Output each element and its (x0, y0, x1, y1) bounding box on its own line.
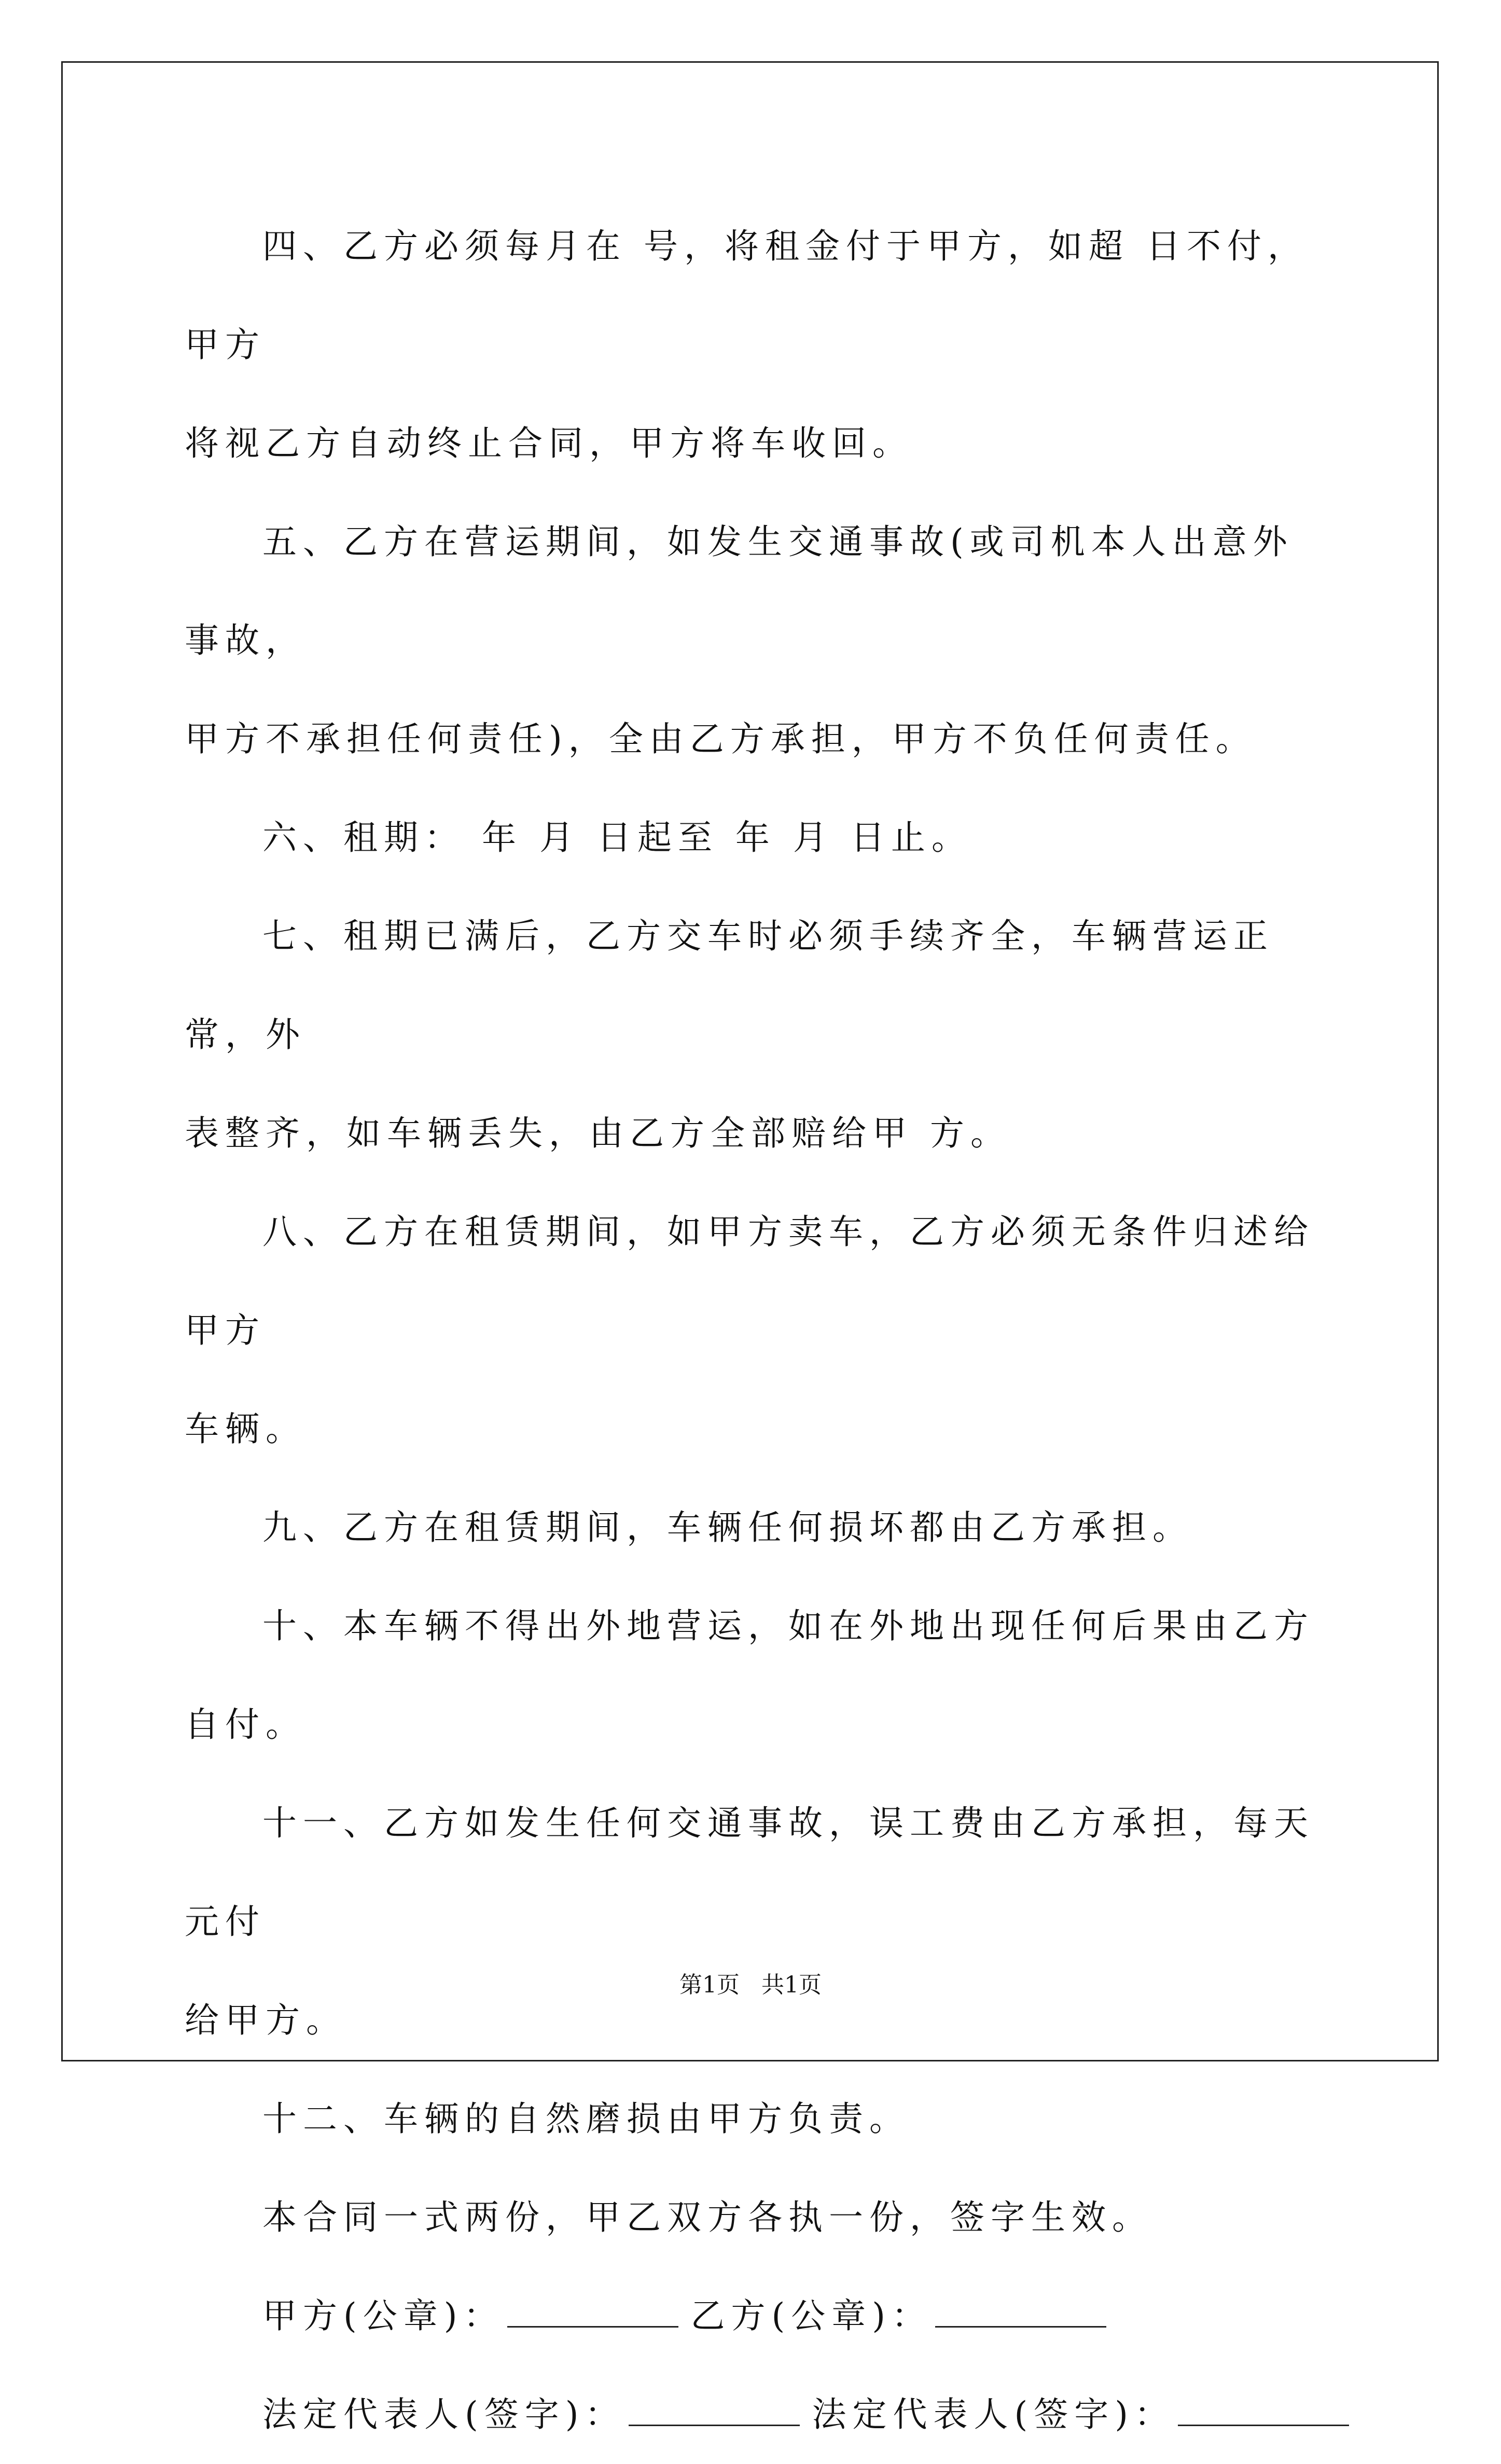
clause-10 (185, 1577, 1326, 1774)
text-line: 车辆。 (185, 1409, 306, 1449)
text-line: 甲方不承担任何责任)，全由乙方承担，甲方不负任何责任。 (185, 719, 1256, 759)
text-line: 七、租期已满后，乙方交车时必须手续齐全，车辆营运正常，外 (185, 916, 1274, 1055)
clause-7 (185, 887, 1326, 1183)
text-line: 六、租期： 年 月 日起至 年 月 日止。 (262, 818, 972, 857)
text-line: 给甲方。 (185, 2000, 346, 2040)
text-line: 十二、车辆的自然磨损由甲方负责。 (262, 2099, 910, 2139)
rep-b-blank[interactable] (1178, 2394, 1349, 2426)
text-line: 八、乙方在租赁期间，如甲方卖车，乙方必须无条件归述给甲方 (185, 1212, 1314, 1350)
copies-clause (185, 2168, 1326, 2267)
rep-a-blank[interactable] (629, 2394, 800, 2426)
document-body (185, 197, 1326, 2464)
text-line: 将视乙方自动终止合同，甲方将车收回。 (185, 423, 913, 463)
clause-11 (185, 1774, 1326, 2070)
text-line: 本合同一式两份，甲乙双方各执一份，签字生效。 (262, 2197, 1152, 2237)
page-footer (0, 1966, 1501, 1999)
representative-row (185, 2365, 1326, 2464)
clause-8 (185, 1183, 1326, 1478)
text-line: 九、乙方在租赁期间，车辆任何损坏都由乙方承担。 (262, 1507, 1193, 1547)
party-b-seal-label: 乙方(公章)： (690, 2296, 932, 2336)
clause-5 (185, 493, 1326, 788)
text-line: 十、本车辆不得出外地营运，如在外地出现任何后果由乙方自付。 (185, 1606, 1314, 1745)
party-b-seal-blank[interactable] (935, 2296, 1106, 2328)
seal-row (185, 2267, 1326, 2365)
clause-6 (185, 788, 1326, 887)
clause-9 (185, 1478, 1326, 1577)
page-total: 共1页 (761, 1972, 822, 1998)
text-line: 十一、乙方如发生任何交通事故，误工费由乙方承担，每天 元付 (185, 1803, 1314, 1942)
clause-4 (185, 197, 1326, 493)
party-a-seal-label: 甲方(公章)： (262, 2296, 504, 2336)
text-line: 五、乙方在营运期间，如发生交通事故(或司机本人出意外事故， (185, 522, 1294, 660)
rep-b-label: 法定代表人(签字)： (812, 2394, 1175, 2434)
party-a-seal-blank[interactable] (507, 2296, 678, 2328)
text-line: 四、乙方必须每月在 号，将租金付于甲方，如超 日不付，甲方 (185, 226, 1308, 365)
clause-12 (185, 2070, 1326, 2168)
page-number: 第1页 (679, 1972, 740, 1998)
text-line: 表整齐，如车辆丢失，由乙方全部赔给甲 方。 (185, 1113, 1011, 1153)
rep-a-label: 法定代表人(签字)： (262, 2394, 626, 2434)
